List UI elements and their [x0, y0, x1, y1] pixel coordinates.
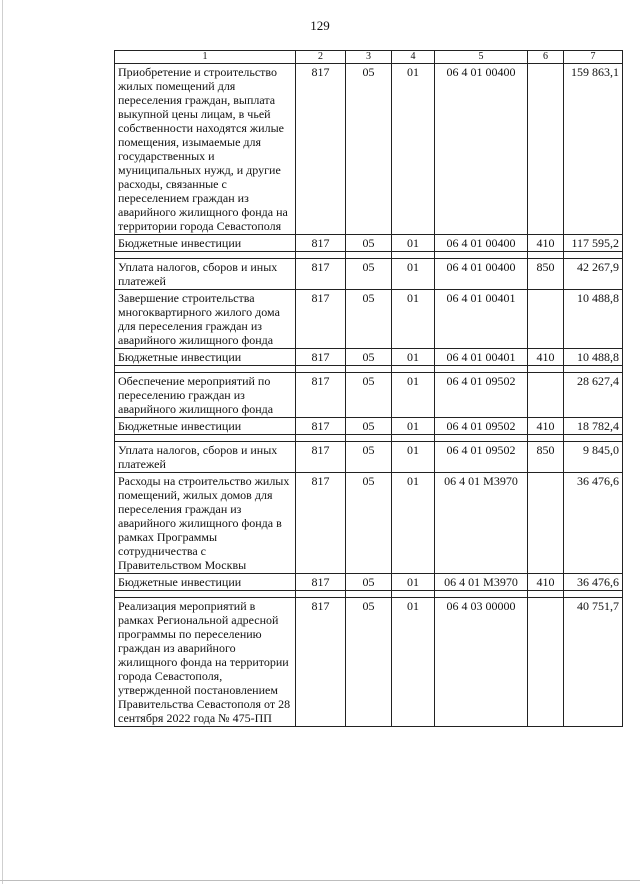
table-row [115, 574, 623, 591]
subsection-code: 01 [392, 473, 435, 574]
section-code: 05 [346, 290, 392, 349]
section-code: 05 [346, 373, 392, 418]
expense-type-code: 410 [528, 418, 564, 435]
row-spacer [115, 252, 623, 259]
ministry-code: 817 [296, 574, 346, 591]
page-number: 129 [310, 18, 330, 33]
table-row [115, 418, 623, 435]
subsection-code: 01 [392, 574, 435, 591]
target-article-code: 06 4 01 00400 [435, 235, 528, 252]
row-name: Бюджетные инвестиции [115, 574, 296, 591]
subsection-code: 01 [392, 259, 435, 290]
amount: 117 595,2 [564, 235, 623, 252]
ministry-code: 817 [296, 418, 346, 435]
expense-type-code: 410 [528, 349, 564, 366]
table-row [115, 373, 623, 418]
column-header: 5 [435, 51, 528, 64]
target-article-code: 06 4 01 00400 [435, 64, 528, 235]
row-name: Расходы на строительство жилых помещений, жилых домов для переселения граждан из аварийного жилищного фонда в рамках Программы сотрудничества с Правительством Москвы [115, 473, 296, 574]
target-article-code: 06 4 01 09502 [435, 418, 528, 435]
target-article-code: 06 4 01 09502 [435, 373, 528, 418]
target-article-code: 06 4 01 М3970 [435, 574, 528, 591]
scan-edge-left [2, 0, 3, 884]
amount: 10 488,8 [564, 290, 623, 349]
amount: 28 627,4 [564, 373, 623, 418]
row-name: Уплата налогов, сборов и иных платежей [115, 259, 296, 290]
expense-type-code [528, 473, 564, 574]
ministry-code: 817 [296, 259, 346, 290]
table-row [115, 259, 623, 290]
section-code: 05 [346, 473, 392, 574]
section-code: 05 [346, 442, 392, 473]
target-article-code: 06 4 01 00401 [435, 349, 528, 366]
section-code: 05 [346, 259, 392, 290]
amount: 18 782,4 [564, 418, 623, 435]
ministry-code: 817 [296, 442, 346, 473]
subsection-code: 01 [392, 418, 435, 435]
row-name: Обеспечение мероприятий по переселению граждан из аварийного жилищного фонда [115, 373, 296, 418]
amount: 40 751,7 [564, 598, 623, 727]
amount: 159 863,1 [564, 64, 623, 235]
target-article-code: 06 4 03 00000 [435, 598, 528, 727]
ministry-code: 817 [296, 290, 346, 349]
column-header: 2 [296, 51, 346, 64]
table-row [115, 235, 623, 252]
scan-edge-bottom [0, 880, 640, 881]
table-row [115, 598, 623, 727]
ministry-code: 817 [296, 598, 346, 727]
row-name: Бюджетные инвестиции [115, 418, 296, 435]
target-article-code: 06 4 01 М3970 [435, 473, 528, 574]
ministry-code: 817 [296, 473, 346, 574]
amount: 42 267,9 [564, 259, 623, 290]
ministry-code: 817 [296, 349, 346, 366]
section-code: 05 [346, 598, 392, 727]
row-name: Приобретение и строительство жилых помещений для переселения граждан, выплата выкупной цены лицам, в чьей собственности находятся жилые помещения, изымаемые для государственных и муниципальных нужд, и другие расходы, связанные с переселением граждан из аварийного жилищного фонда на территории города Севастополя [115, 64, 296, 235]
subsection-code: 01 [392, 373, 435, 418]
row-name: Уплата налогов, сборов и иных платежей [115, 442, 296, 473]
target-article-code: 06 4 01 00401 [435, 290, 528, 349]
table-row [115, 64, 623, 235]
subsection-code: 01 [392, 442, 435, 473]
section-code: 05 [346, 235, 392, 252]
budget-table [114, 50, 623, 727]
expense-type-code: 410 [528, 235, 564, 252]
row-name: Завершение строительства многоквартирного жилого дома для переселения граждан из аварийного жилищного фонда [115, 290, 296, 349]
amount: 36 476,6 [564, 473, 623, 574]
column-header: 3 [346, 51, 392, 64]
section-code: 05 [346, 418, 392, 435]
expense-type-code [528, 290, 564, 349]
expense-type-code: 410 [528, 574, 564, 591]
ministry-code: 817 [296, 64, 346, 235]
amount: 36 476,6 [564, 574, 623, 591]
ministry-code: 817 [296, 373, 346, 418]
column-header: 1 [115, 51, 296, 64]
amount: 9 845,0 [564, 442, 623, 473]
section-code: 05 [346, 574, 392, 591]
row-name: Бюджетные инвестиции [115, 349, 296, 366]
table-row [115, 442, 623, 473]
row-spacer [115, 435, 623, 442]
table-row [115, 290, 623, 349]
ministry-code: 817 [296, 235, 346, 252]
column-header: 4 [392, 51, 435, 64]
table-row [115, 473, 623, 574]
table-header-row [115, 51, 623, 64]
amount: 10 488,8 [564, 349, 623, 366]
column-header: 7 [564, 51, 623, 64]
column-header: 6 [528, 51, 564, 64]
subsection-code: 01 [392, 349, 435, 366]
expense-type-code [528, 64, 564, 235]
expense-type-code [528, 373, 564, 418]
row-spacer [115, 591, 623, 598]
row-name: Реализация мероприятий в рамках Региональной адресной программы по переселению граждан из аварийного жилищного фонда на территории города Севастополя, утвержденной постановлением Правительства Севастополя от 28 сентября 2022 года № 475-ПП [115, 598, 296, 727]
target-article-code: 06 4 01 00400 [435, 259, 528, 290]
target-article-code: 06 4 01 09502 [435, 442, 528, 473]
expense-type-code [528, 598, 564, 727]
expense-type-code: 850 [528, 442, 564, 473]
subsection-code: 01 [392, 290, 435, 349]
section-code: 05 [346, 64, 392, 235]
section-code: 05 [346, 349, 392, 366]
expense-type-code: 850 [528, 259, 564, 290]
row-name: Бюджетные инвестиции [115, 235, 296, 252]
subsection-code: 01 [392, 64, 435, 235]
row-spacer [115, 366, 623, 373]
subsection-code: 01 [392, 235, 435, 252]
table-row [115, 349, 623, 366]
subsection-code: 01 [392, 598, 435, 727]
